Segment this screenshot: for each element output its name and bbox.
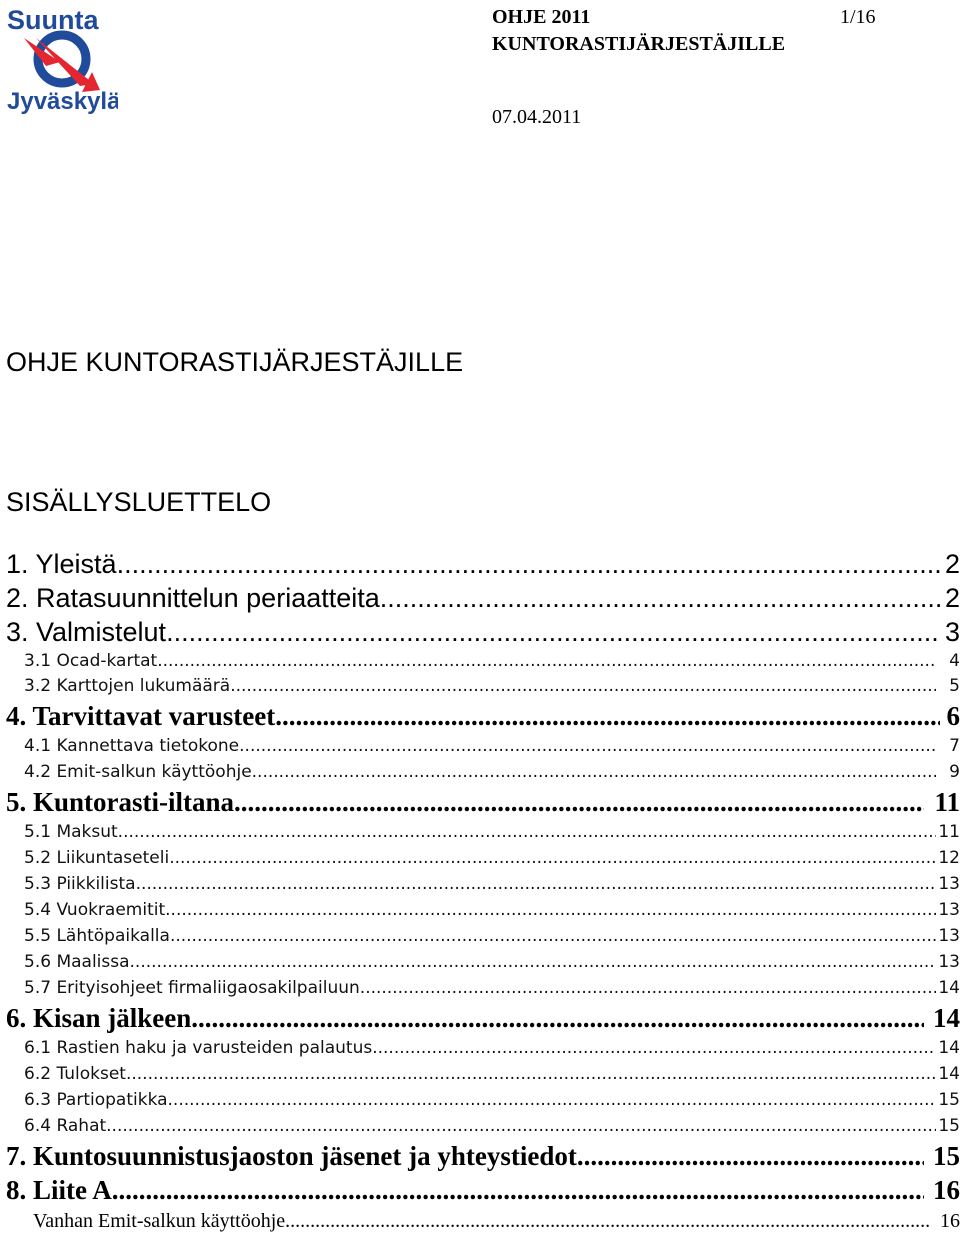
toc-entry-5-3[interactable]: 5.3 Piikkilista ..... 13 — [6, 871, 960, 897]
header-title-line2: KUNTORASTIJÄRJESTÄJILLE — [492, 33, 786, 55]
toc-entry-6-3[interactable]: 6.3 Partiopatikka ..... 15 — [6, 1087, 960, 1113]
suunta-arrow-logo-icon — [6, 4, 118, 114]
toc-entry-2[interactable]: 2. Ratasuunnittelun periaatteita ..... 2 — [6, 581, 960, 615]
toc-entry-6[interactable]: 6. Kisan jälkeen ..... 14 — [6, 1001, 960, 1035]
toc-entry-5-4[interactable]: 5.4 Vuokraemitit ..... 13 — [6, 897, 960, 923]
toc-entry-5-7[interactable]: 5.7 Erityisohjeet firmaliigaosakilpailuun ..... 14 — [6, 975, 960, 1001]
toc-entry-6-1[interactable]: 6.1 Rastien haku ja varusteiden palautus ..... 14 — [6, 1035, 960, 1061]
logo-text-jyvaskyla: Jyväskylä — [7, 88, 118, 114]
toc-entry-4-2[interactable]: 4.2 Emit-salkun käyttöohje ..... 9 — [6, 759, 960, 785]
page-number: 1/16 — [840, 6, 876, 28]
toc-entry-8[interactable]: 8. Liite A ..... 16 — [6, 1173, 960, 1207]
toc-entry-7[interactable]: 7. Kuntosuunnistusjaoston jäsenet ja yhteystiedot ..... 15 — [6, 1139, 960, 1173]
suunta-jyvaskyla-logo — [6, 4, 118, 114]
toc-entry-appendix[interactable]: Vanhan Emit-salkun käyttöohje ..... 16 — [6, 1207, 960, 1235]
document-title: OHJE KUNTORASTIJÄRJESTÄJILLE — [6, 347, 464, 377]
toc-entry-3-1[interactable]: 3.1 Ocad-kartat ..... 4 — [6, 649, 960, 674]
toc-entry-5-1[interactable]: 5.1 Maksut ..... 11 — [6, 819, 960, 845]
header-title — [492, 4, 785, 58]
toc-entry-4-1[interactable]: 4.1 Kannettava tietokone ..... 7 — [6, 733, 960, 759]
toc-entry-5[interactable]: 5. Kuntorasti-iltana ..... 11 — [6, 785, 960, 819]
toc-entry-6-2[interactable]: 6.2 Tulokset ..... 14 — [6, 1061, 960, 1087]
toc-entry-5-6[interactable]: 5.6 Maalissa ..... 13 — [6, 949, 960, 975]
toc-entry-3[interactable]: 3. Valmistelut ..... 3 — [6, 615, 960, 649]
toc-entry-6-4[interactable]: 6.4 Rahat ..... 15 — [6, 1113, 960, 1139]
toc-entry-5-5[interactable]: 5.5 Lähtöpaikalla ..... 13 — [6, 923, 960, 949]
logo-text-suunta: Suunta — [7, 5, 99, 35]
toc-entry-4[interactable]: 4. Tarvittavat varusteet ..... 6 — [6, 699, 960, 733]
toc-entry-3-2[interactable]: 3.2 Karttojen lukumäärä ..... 5 — [6, 674, 960, 699]
header-title-line1: OHJE 2011 — [492, 6, 591, 28]
toc-entry-1[interactable]: 1. Yleistä ..... 2 — [6, 547, 960, 581]
table-of-contents — [6, 547, 960, 1235]
header-date: 07.04.2011 — [492, 106, 582, 128]
toc-heading: SISÄLLYSLUETTELO — [6, 487, 272, 517]
toc-entry-5-2[interactable]: 5.2 Liikuntaseteli ..... 12 — [6, 845, 960, 871]
